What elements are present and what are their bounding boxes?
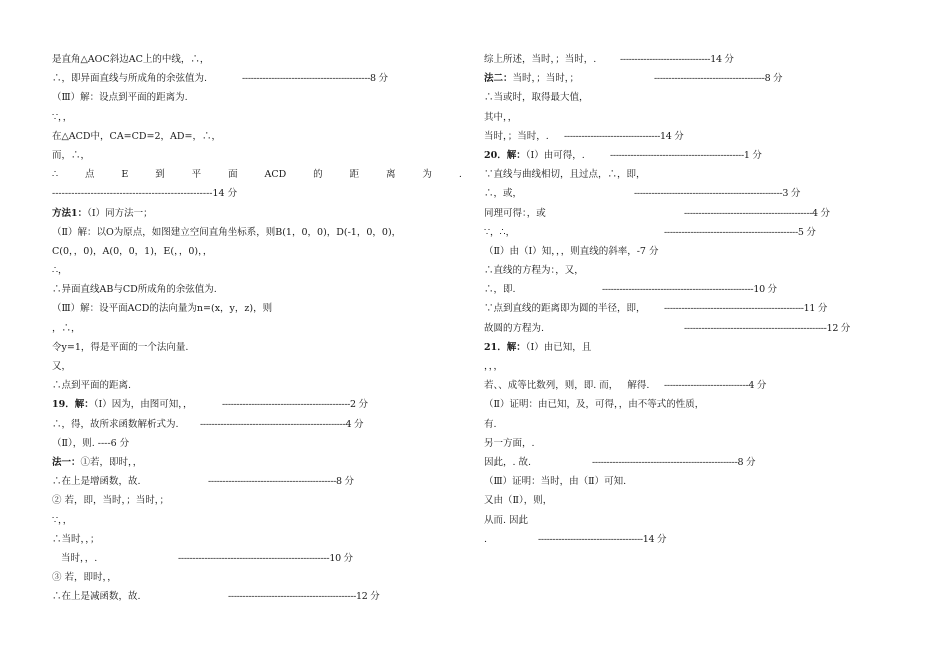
text-line — [484, 242, 864, 261]
spread-token: 点 — [84, 169, 95, 181]
text-line — [484, 472, 864, 491]
line-text: （Ⅲ）解：设点到平面的距离为. — [52, 92, 188, 104]
line-text: ∵直线与曲线相切，且过点，∴，即， — [484, 169, 646, 181]
text-line — [52, 530, 462, 549]
line-text: （Ⅱ）解：以O为原点，如图建立空间直角坐标系，则B(1，0，0)，D(-1，0，0)， — [52, 226, 402, 238]
text-line — [484, 88, 864, 107]
line-text: （Ⅰ）同方法一； — [87, 207, 153, 219]
spread-token: ACD — [264, 169, 287, 181]
line-text: ② 若，即，当时，；当时，； — [52, 495, 170, 507]
line-text: . — [484, 533, 488, 545]
text-line — [52, 357, 462, 376]
text-line — [52, 338, 462, 357]
text-line — [52, 587, 462, 606]
spread-token: ∴ — [52, 169, 59, 181]
text-line — [52, 184, 462, 203]
text-line — [484, 491, 864, 510]
line-text: ∴点到平面的距离. — [52, 380, 132, 392]
text-line — [52, 549, 462, 568]
text-line — [52, 88, 462, 107]
score-marker: --------------------------------------------------4 分 — [200, 418, 364, 430]
line-text: ∴， — [52, 265, 68, 277]
line-text: ∴当或时，取得最大值， — [484, 92, 589, 104]
text-line — [484, 338, 864, 357]
text-line — [52, 204, 462, 223]
score-marker: --------------------------------------------8 分 — [208, 476, 354, 488]
score-marker: --------------------------------------------------14 分 — [52, 188, 238, 200]
line-text: 故圆的方程为. — [484, 322, 545, 334]
score-marker: ------------------------------------14 分 — [538, 533, 667, 545]
text-line — [484, 434, 864, 453]
text-line — [52, 69, 462, 88]
text-line — [52, 568, 462, 587]
text-line — [52, 491, 462, 510]
text-line — [484, 319, 864, 338]
line-text: ∵点到直线的距离即为圆的半径，即， — [484, 303, 646, 315]
text-line — [52, 223, 462, 242]
text-line — [484, 415, 864, 434]
score-marker: --------------------------------------------8 分 — [242, 73, 388, 85]
text-line — [52, 472, 462, 491]
text-line — [484, 223, 864, 242]
line-text: ①若，即时，， — [80, 456, 143, 468]
line-text: （Ⅱ），则. ----6 分 — [52, 437, 130, 449]
text-line — [52, 108, 462, 127]
line-text: （Ⅲ）解：设平面ACD的法向量为n=(x，y，z)，则 — [52, 303, 273, 315]
problem-label: 19．解： — [52, 399, 94, 411]
line-text: ∴在上是减函数，故. — [52, 591, 141, 603]
line-text: 又， — [52, 361, 72, 372]
line-text: ∵，， — [52, 514, 73, 526]
line-text: 令y=1，得是平面的一个法向量. — [52, 341, 189, 353]
line-text: ∴，或， — [484, 188, 523, 200]
score-marker: -----------------------------4 分 — [664, 380, 767, 392]
line-text: 当时，；当时，； — [512, 73, 580, 85]
score-marker: --------------------------------------------4 分 — [684, 207, 830, 219]
line-text: 同理可得：，或 — [484, 207, 546, 219]
score-marker: --------------------------------------------------8 分 — [592, 456, 756, 468]
score-marker: ------------------------------------------------11 分 — [664, 303, 828, 315]
score-marker: -------------------------------14 分 — [620, 54, 734, 65]
line-text: ，，， — [484, 361, 504, 372]
spread-token: 平 — [191, 169, 202, 181]
line-text: 在△ACD中，CA=CD=2，AD=，∴， — [52, 130, 221, 142]
score-marker: ----------------------------------------------5 分 — [664, 226, 816, 238]
line-text: （Ⅱ）由（Ⅰ）知，，，则直线的斜率，-7 分 — [484, 245, 659, 257]
spread-token: 的 — [313, 169, 323, 181]
line-text: 当时，，. — [52, 552, 98, 564]
line-text: 是直角△AOC斜边AC上的中线，∴， — [52, 54, 210, 65]
method-label: 法一： — [52, 456, 81, 468]
text-line — [52, 395, 462, 414]
text-line — [52, 146, 462, 165]
score-marker: --------------------------------------------2 分 — [222, 399, 368, 411]
text-line — [52, 376, 462, 395]
text-line — [52, 299, 462, 318]
text-line — [484, 530, 864, 549]
text-line — [52, 261, 462, 280]
text-line — [52, 50, 462, 69]
text-line — [52, 511, 462, 530]
line-text: 当时，；当时，. — [484, 130, 552, 142]
spread-token: 离 — [385, 169, 396, 181]
text-line — [484, 261, 864, 280]
spread-token: . — [458, 169, 462, 181]
text-line — [52, 127, 462, 146]
spread-token: E — [121, 169, 129, 181]
spread-token: 到 — [155, 169, 165, 181]
text-line — [484, 204, 864, 223]
line-text: （Ⅰ）由可得，. — [525, 149, 585, 161]
line-text: 又由（Ⅱ），则， — [484, 495, 553, 507]
score-marker: ---------------------------------14 分 — [564, 130, 684, 142]
line-text: （Ⅰ）由已知，且 — [525, 341, 592, 353]
line-text: 从而. 因此 — [484, 514, 529, 526]
text-line — [52, 434, 462, 453]
line-text: （Ⅲ）证明：当时，由（Ⅱ）可知. — [484, 476, 627, 488]
line-text: 综上所述，当时，；当时，. — [484, 54, 597, 65]
problem-label: 20．解： — [484, 149, 526, 161]
score-marker: ----------------------------------------------------10 分 — [602, 284, 777, 296]
text-line — [52, 453, 462, 472]
line-text: ∴异面直线AB与CD所成角的余弦值为. — [52, 284, 217, 296]
line-text: ∴在上是增函数，故. — [52, 476, 141, 488]
line-text: ∴，即异面直线与所成角的余弦值为. — [52, 73, 208, 85]
line-text: 有. — [484, 418, 497, 430]
text-line — [484, 376, 864, 395]
problem-label: 21．解： — [484, 341, 526, 353]
score-marker: --------------------------------------------12 分 — [228, 591, 380, 603]
method-label: 法二： — [484, 73, 513, 85]
line-text: ∴当时，，； — [52, 533, 100, 545]
line-text: （Ⅰ）因为，由图可知，， — [93, 399, 193, 411]
score-marker: ----------------------------------------------------10 分 — [178, 552, 353, 564]
right-column — [484, 50, 864, 549]
text-line — [484, 127, 864, 146]
line-text: 而，∴， — [52, 149, 91, 161]
text-line — [52, 415, 462, 434]
line-text: （Ⅱ）证明：由已知，及，可得，，由不等式的性质， — [484, 399, 705, 411]
line-text: ，∴， — [52, 322, 81, 334]
text-line — [484, 108, 864, 127]
score-marker: ---------------------------------------------------3 分 — [634, 188, 801, 200]
text-line — [484, 299, 864, 318]
text-line — [484, 280, 864, 299]
spread-token: 为 — [422, 169, 432, 181]
text-line — [52, 280, 462, 299]
line-text: ③ 若，即时，， — [52, 572, 117, 584]
text-line — [484, 165, 864, 184]
line-text: ∴，即. — [484, 284, 516, 296]
line-text: 另一方面，. — [484, 437, 535, 449]
text-line — [484, 69, 864, 88]
score-marker: ----------------------------------------------1 分 — [610, 149, 762, 161]
spread-token: 距 — [349, 169, 360, 181]
score-marker: --------------------------------------8 分 — [654, 73, 783, 85]
method-label: 方法1： — [52, 207, 88, 219]
line-text: ∵，∴， — [484, 226, 516, 238]
line-text: C(0，，0)，A(0，0，1)，E(，，0)，， — [52, 245, 213, 257]
line-text: 因此，. 故. — [484, 456, 532, 468]
line-text: ∵，， — [52, 111, 73, 123]
line-text: ∴直线的方程为：，又， — [484, 265, 584, 277]
text-line — [52, 242, 462, 261]
line-text: 若、、成等比数列，则，即. 而， 解得. — [484, 380, 650, 392]
distance-line — [52, 165, 462, 184]
text-line — [484, 184, 864, 203]
line-text: 其中，， — [484, 111, 518, 123]
text-line — [484, 453, 864, 472]
text-line — [484, 395, 864, 414]
left-column — [52, 50, 462, 606]
line-text: ∴，得，故所求函数解析式为. — [52, 418, 179, 430]
text-line — [484, 357, 864, 376]
text-line — [484, 146, 864, 165]
text-line — [484, 511, 864, 530]
text-line — [484, 50, 864, 69]
score-marker: -------------------------------------------------12 分 — [684, 322, 850, 334]
spread-token: 面 — [228, 169, 238, 181]
text-line — [52, 319, 462, 338]
